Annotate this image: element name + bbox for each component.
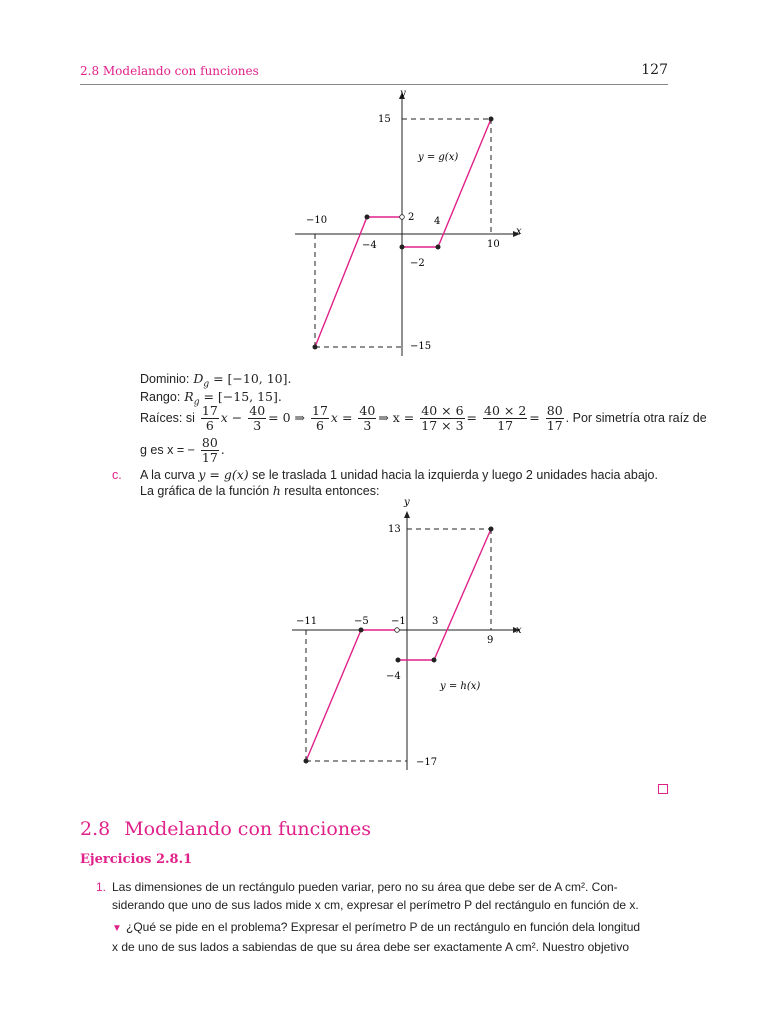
item-c-text: La gráfica de la función [140, 484, 273, 498]
raices-label: Raíces: si [140, 411, 195, 425]
raices-line2-end: . [220, 442, 225, 457]
raices-text: = [529, 410, 540, 425]
point [400, 245, 405, 250]
open-point [400, 215, 405, 220]
raices-tail: . Por simetría otra raíz de [565, 411, 707, 425]
item-c-text: se le traslada 1 unidad hacia la izquierda y luego 2 unidades hacia abajo. [248, 468, 658, 482]
tick-x10: 10 [487, 239, 500, 250]
tick-y-m2: −2 [410, 258, 425, 269]
tick-x-m5: −5 [354, 616, 369, 627]
section-number: 2.8 [80, 818, 111, 840]
item-c-math: y = g(x) [198, 467, 249, 482]
y-axis-arrow-icon [404, 511, 410, 518]
tick-y-m4: −4 [386, 671, 401, 682]
point [359, 628, 364, 633]
end-of-proof-icon [658, 784, 668, 794]
point [489, 527, 494, 532]
point [304, 759, 309, 764]
tick-x-m11: −11 [296, 616, 318, 627]
fraction: $\frac{80}{17}$ [546, 403, 563, 433]
rango-label: Rango: [140, 390, 181, 404]
raices-line [140, 404, 707, 433]
rango-value: = [−15, 15]. [199, 389, 282, 404]
tick-x-m4: −4 [362, 240, 377, 251]
raices-text: = [466, 410, 478, 425]
fraction: $\frac{17}{6}$ [201, 403, 218, 433]
tick-x9: 9 [487, 635, 494, 646]
curve-g-right [403, 119, 491, 247]
open-point [395, 628, 400, 633]
point [489, 117, 494, 122]
dominio-value: = [−10, 10]. [209, 371, 292, 386]
fraction: $\frac{40 \times 2}{17}$ [484, 403, 527, 433]
tick-y-m17: −17 [416, 757, 438, 768]
x-axis-label: x [516, 625, 522, 636]
item-c-marker: c. [112, 468, 122, 482]
header-section: 2.8 Modelando con funciones [80, 64, 259, 78]
point [365, 215, 370, 220]
point [436, 245, 441, 250]
page-number: 127 [641, 62, 668, 78]
tick-y13: 13 [388, 524, 401, 535]
section-title-text: Modelando con funciones [124, 818, 372, 840]
fraction: $\frac{80}{17}$ [201, 435, 218, 465]
x-axis-label: x [516, 226, 522, 237]
fraction: $\frac{17}{6}$ [312, 403, 328, 433]
curve-g-left [315, 217, 400, 347]
exercise-1-line2: siderando que uno de sus lados mide x cm, expresar el perímetro P del rectángulo en función de x. [112, 898, 639, 912]
raices-line2 [140, 436, 225, 465]
tick-x3: 3 [432, 616, 439, 627]
tick-x-m10: −10 [306, 215, 328, 226]
exercise-1-line4: x de uno de sus lados a sabiendas de que su área debe ser exactamente A cm². Nuestro objetivo [112, 940, 629, 954]
point [396, 658, 401, 663]
exercise-1 [96, 876, 668, 958]
dominio-label: Dominio: [140, 372, 190, 386]
dominio-math: D [193, 371, 204, 386]
item-c-text: A la curva [140, 468, 199, 482]
tick-y2: 2 [408, 212, 415, 223]
triangle-down-icon: ▼ [112, 923, 122, 934]
raices-line2-text: g es x = − [140, 443, 195, 457]
curve-label-h: y = h(x) [440, 681, 481, 692]
raices-text: ⇒ x = [378, 410, 415, 425]
fraction: $\frac{40 \times 6}{17 \times 3}$ [421, 403, 464, 433]
exercises-title: Ejercicios 2.8.1 [80, 852, 193, 867]
exercise-1-text: ¿Qué se pide en el problema? Expresar el perímetro P de un rectángulo en función dela longitud [126, 920, 641, 934]
item-c-text: resulta entonces: [280, 484, 380, 498]
curve-label-g: y = g(x) [418, 152, 459, 163]
rango-sub: g [193, 397, 200, 408]
raices-text: = 0 ⇒ [268, 410, 306, 425]
point [313, 345, 318, 350]
fraction: $\frac{40}{3}$ [359, 403, 376, 433]
exercise-1-number: 1. [96, 880, 107, 894]
y-axis-label: y [404, 497, 410, 508]
raices-text: x = [330, 410, 353, 425]
fraction: $\frac{40}{3}$ [249, 403, 266, 433]
point [432, 658, 437, 663]
exercise-1-text: Las dimensiones de un rectángulo pueden variar, pero no su área que debe ser de A cm². Con- [112, 880, 618, 894]
tick-y-m15: −15 [410, 341, 432, 352]
curve-h-right [398, 529, 494, 660]
graph-g [280, 86, 530, 366]
tick-x4: 4 [434, 216, 441, 227]
rango-math: R [184, 389, 194, 404]
y-axis-label: y [400, 88, 406, 99]
dominio-sub: g [203, 379, 210, 390]
curve-h-left [306, 630, 396, 761]
tick-x-m1: −1 [391, 616, 406, 627]
item-c-math: h [272, 483, 281, 498]
section-title [80, 818, 371, 840]
tick-y15: 15 [378, 114, 391, 125]
graph-h [280, 495, 530, 775]
raices-text: x − [220, 410, 243, 425]
page-header [80, 62, 668, 85]
